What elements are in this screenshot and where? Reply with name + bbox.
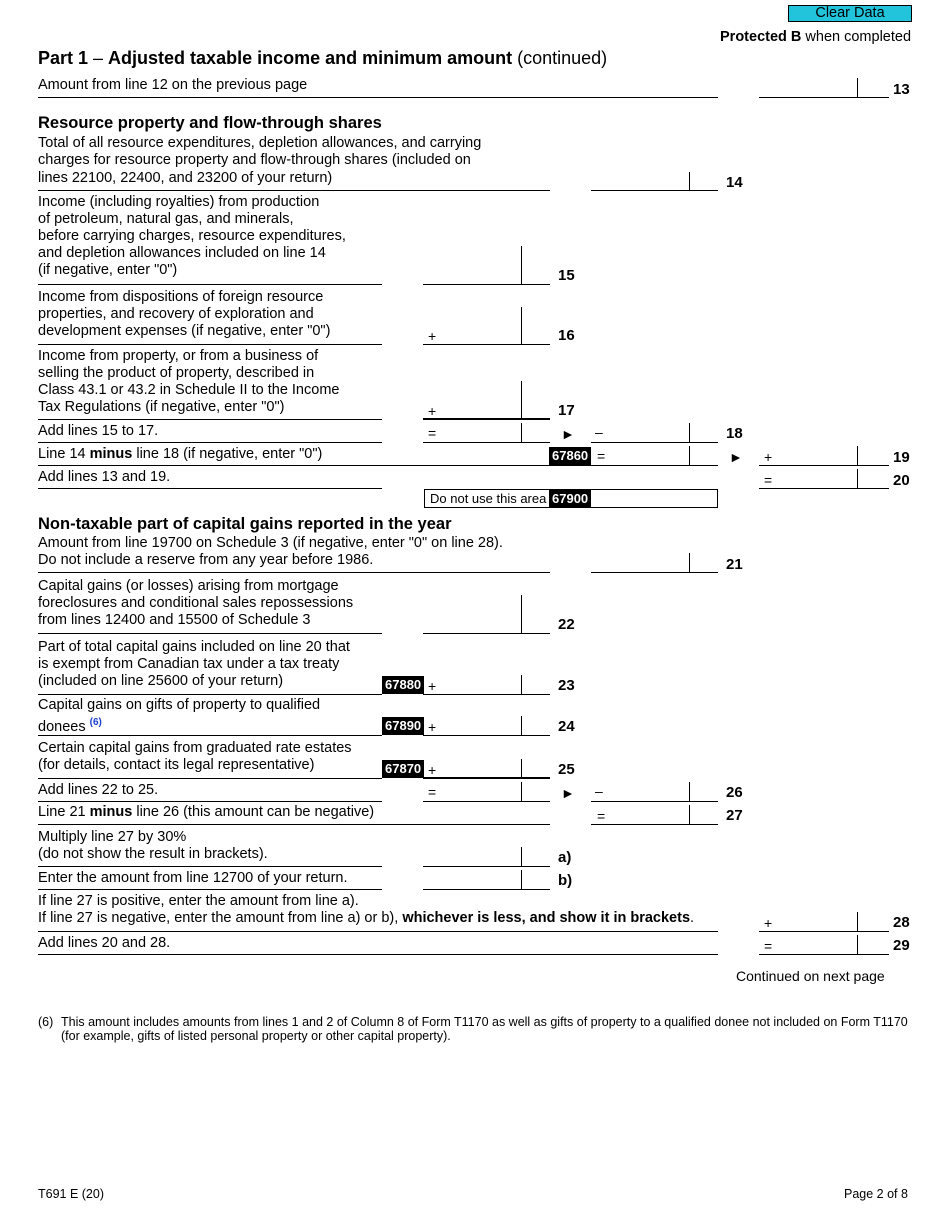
arrow-right-icon: ►: [729, 449, 743, 465]
line-number-25: 25: [558, 761, 575, 778]
equals-sign: =: [428, 784, 437, 800]
line-number-18: 18: [726, 425, 743, 442]
line25-label-2: (for details, contact its legal representative): [38, 757, 315, 773]
footnote-text-1: This amount includes amounts from lines 1 and 2 of Column 8 of Form T1170 as well as gifts of property to a qualified donee not included on Form T1170: [61, 1015, 908, 1029]
minus-sign: –: [595, 783, 603, 799]
cents-separator: [689, 423, 690, 442]
input-underline: [591, 442, 718, 443]
divider: [38, 442, 382, 443]
input-underline: [423, 442, 550, 443]
equals-sign: =: [428, 425, 437, 441]
line15-label-5: (if negative, enter "0"): [38, 262, 178, 278]
line25-input[interactable]: [423, 759, 550, 778]
field-code-67890: 67890: [382, 717, 424, 735]
input-underline: [759, 465, 889, 466]
line23-input[interactable]: [423, 675, 550, 694]
input-underline: [759, 954, 889, 955]
line-number-20: 20: [893, 472, 910, 489]
line28-label-2: If line 27 is negative, enter the amount from line a) or b), whichever is less, and show it in brackets.: [38, 910, 695, 926]
line23-label-1: Part of total capital gains included on line 20 that: [38, 639, 350, 655]
line-number-15: 15: [558, 267, 575, 284]
plus-sign: +: [428, 678, 437, 694]
plus-sign: +: [428, 328, 437, 344]
linea-label-2: (do not show the result in brackets).: [38, 846, 268, 862]
minus-sign: –: [595, 424, 603, 440]
line-number-19: 19: [893, 449, 910, 466]
divider: [38, 778, 382, 779]
input-underline: [423, 284, 550, 285]
protected-b-label: Protected B when completed: [720, 29, 912, 45]
plus-sign: +: [428, 719, 437, 735]
line14-label-1: Total of all resource expenditures, depletion allowances, and carrying: [38, 135, 482, 151]
input-underline: [423, 694, 550, 695]
plus-sign: +: [428, 762, 437, 778]
cents-separator: [521, 759, 522, 778]
field-code-67880: 67880: [382, 676, 424, 694]
cents-separator: [521, 595, 522, 633]
line24-label-2: donees $^{(6)}$: [38, 717, 102, 735]
input-underline: [591, 190, 718, 191]
cents-separator: [857, 446, 858, 466]
input-underline: [591, 801, 718, 802]
line27-label: Line 21 minus line 26 (this amount can be negative): [38, 804, 375, 820]
input-underline: [423, 889, 550, 890]
cents-separator: [857, 78, 858, 98]
divider: [38, 735, 382, 736]
capital-gains-heading: Non-taxable part of capital gains reported in the year: [38, 515, 452, 533]
arrow-right-icon: ►: [561, 426, 575, 442]
footnote-ref: (6): [38, 1015, 54, 1029]
line19-subtotal-input[interactable]: [591, 446, 718, 465]
cents-separator: [521, 870, 522, 889]
line14-label-2: charges for resource property and flow-through shares (included on: [38, 152, 471, 168]
line22-label-2: foreclosures and conditional sales repossessions: [38, 595, 354, 611]
line16-label-2: properties, and recovery of exploration and: [38, 306, 314, 322]
line21-input[interactable]: [591, 553, 718, 572]
cents-separator: [689, 446, 690, 465]
input-underline: [423, 633, 550, 634]
line16-input[interactable]: [423, 307, 550, 345]
line15-label-3: before carrying charges, resource expenditures,: [38, 228, 346, 244]
line15-label-1: Income (including royalties) from production: [38, 194, 320, 210]
line-number-28: 28: [893, 914, 910, 931]
line18-subtotal-input[interactable]: [423, 423, 550, 442]
divider: [38, 633, 382, 634]
line-number-16: 16: [558, 327, 575, 344]
cents-separator: [689, 805, 690, 824]
line15-input[interactable]: [423, 246, 550, 285]
line-number-27: 27: [726, 807, 743, 824]
line15-label-4: and depletion allowances included on line 14: [38, 245, 326, 261]
line-number-29: 29: [893, 937, 910, 954]
line17-label-2: selling the product of property, described in: [38, 365, 315, 381]
line-number-13: 13: [893, 81, 910, 98]
input-underline: [591, 465, 718, 466]
divider: [38, 954, 718, 955]
resource-heading: Resource property and flow-through shares: [38, 114, 382, 132]
cents-separator: [521, 246, 522, 285]
line26-subtotal-input[interactable]: [423, 782, 550, 801]
lineb-label: Enter the amount from line 12700 of your return.: [38, 870, 348, 886]
input-underline: [423, 418, 550, 420]
line22-label-3: from lines 12400 and 15500 of Schedule 3: [38, 612, 311, 628]
input-underline: [423, 777, 550, 779]
line21-label-1: Amount from line 19700 on Schedule 3 (if negative, enter "0" on line 28).: [38, 535, 503, 551]
cents-separator: [857, 469, 858, 489]
cents-separator: [521, 782, 522, 801]
line23-label-2: is exempt from Canadian tax under a tax treaty: [38, 656, 340, 672]
input-underline: [423, 866, 550, 867]
divider: [38, 931, 718, 932]
line29-label: Add lines 20 and 28.: [38, 935, 171, 951]
line18-input[interactable]: [591, 423, 718, 442]
line23-label-3: (included on line 25600 of your return): [38, 673, 284, 689]
divider: [38, 866, 382, 867]
field-code-67860: 67860: [549, 447, 591, 465]
line17-input[interactable]: [423, 381, 550, 419]
line20-input[interactable]: [759, 469, 889, 489]
cents-separator: [521, 307, 522, 345]
divider: [38, 889, 382, 890]
line-number-23: 23: [558, 677, 575, 694]
line16-label-3: development expenses (if negative, enter "0"): [38, 323, 331, 339]
line17-label-4: Tax Regulations (if negative, enter "0"): [38, 399, 285, 415]
line19-input[interactable]: [759, 446, 889, 466]
line13-label: Amount from line 12 on the previous page: [38, 77, 308, 93]
field-code-67900: 67900: [549, 490, 591, 508]
line15-label-2: of petroleum, natural gas, and minerals,: [38, 211, 294, 227]
line-number-24: 24: [558, 718, 575, 735]
input-underline: [423, 801, 550, 802]
linea-label-1: Multiply line 27 by 30%: [38, 829, 187, 845]
line14-input[interactable]: [591, 172, 718, 191]
line20-label: Add lines 13 and 19.: [38, 469, 171, 485]
line26-label: Add lines 22 to 25.: [38, 782, 159, 798]
footnote-ref-6[interactable]: (6): [89, 717, 102, 728]
divider: [38, 488, 382, 489]
input-underline: [423, 735, 550, 736]
equals-sign: =: [764, 472, 773, 488]
divider: [38, 801, 382, 802]
divider: [38, 694, 382, 695]
line-number-26: 26: [726, 784, 743, 801]
line27-input[interactable]: [591, 805, 718, 824]
divider: [38, 419, 382, 420]
cents-separator: [521, 675, 522, 694]
line22-input[interactable]: [423, 595, 550, 633]
line22-label-1: Capital gains (or losses) arising from mortgage: [38, 578, 339, 594]
equals-sign: =: [597, 808, 606, 824]
do-not-use-label: Do not use this area: [430, 491, 547, 506]
input-underline: [759, 488, 889, 489]
divider: [38, 572, 550, 573]
input-underline: [591, 824, 718, 825]
line16-label-1: Income from dispositions of foreign resource: [38, 289, 324, 305]
line-number-21: 21: [726, 556, 743, 573]
line29-input[interactable]: [759, 935, 889, 955]
cents-separator: [521, 423, 522, 442]
line28-input[interactable]: [759, 912, 889, 932]
line-number-17: 17: [558, 402, 575, 419]
line14-label-3: lines 22100, 22400, and 23200 of your return): [38, 170, 333, 186]
line17-label-1: Income from property, or from a business of: [38, 348, 319, 364]
lineb-input[interactable]: [423, 870, 550, 889]
cents-separator: [689, 172, 690, 191]
divider: [38, 97, 718, 98]
equals-sign: =: [597, 448, 606, 464]
footnote-text-2: (for example, gifts of listed personal property or other capital property).: [61, 1029, 451, 1043]
divider: [38, 344, 382, 345]
line25-label-1: Certain capital gains from graduated rate estates: [38, 740, 352, 756]
continued-note: Continued on next page: [736, 968, 885, 984]
cents-separator: [521, 847, 522, 866]
cents-separator: [857, 912, 858, 932]
divider: [38, 824, 550, 825]
line-number-14: 14: [726, 174, 743, 191]
line24-label-1: Capital gains on gifts of property to qualified: [38, 697, 321, 713]
divider: [38, 190, 550, 191]
cents-separator: [521, 381, 522, 419]
line19-label: Line 14 minus line 18 (if negative, enter "0"): [38, 446, 323, 462]
part1-title: Part 1 – Adjusted taxable income and minimum amount (continued): [38, 48, 608, 68]
line28-label-1: If line 27 is positive, enter the amount from line a).: [38, 893, 359, 909]
arrow-right-icon: ►: [561, 785, 575, 801]
clear-data-button[interactable]: Clear Data: [788, 5, 912, 22]
line26-input[interactable]: [591, 782, 718, 801]
line24-input[interactable]: [423, 716, 550, 735]
cents-separator: [521, 716, 522, 735]
linea-input[interactable]: [423, 847, 550, 866]
cents-separator: [857, 935, 858, 955]
plus-sign: +: [764, 449, 773, 465]
input-underline: [759, 931, 889, 932]
form-number: T691 E (20): [38, 1187, 105, 1201]
cents-separator: [689, 553, 690, 572]
line13-input[interactable]: [759, 78, 889, 98]
field-code-67870: 67870: [382, 760, 424, 778]
equals-sign: =: [764, 938, 773, 954]
line17-label-3: Class 43.1 or 43.2 in Schedule II to the Income: [38, 382, 340, 398]
plus-sign: +: [428, 403, 437, 419]
input-underline: [591, 572, 718, 573]
page-number: Page 2 of 8: [844, 1187, 908, 1201]
line-letter-a: a): [558, 849, 572, 866]
plus-sign: +: [764, 915, 773, 931]
input-underline: [423, 344, 550, 345]
cents-separator: [689, 782, 690, 801]
line-letter-b: b): [558, 872, 573, 889]
line18-label: Add lines 15 to 17.: [38, 423, 159, 439]
line21-label-2: Do not include a reserve from any year before 1986.: [38, 552, 374, 568]
line-number-22: 22: [558, 616, 575, 633]
divider: [38, 284, 382, 285]
input-underline: [759, 97, 889, 98]
